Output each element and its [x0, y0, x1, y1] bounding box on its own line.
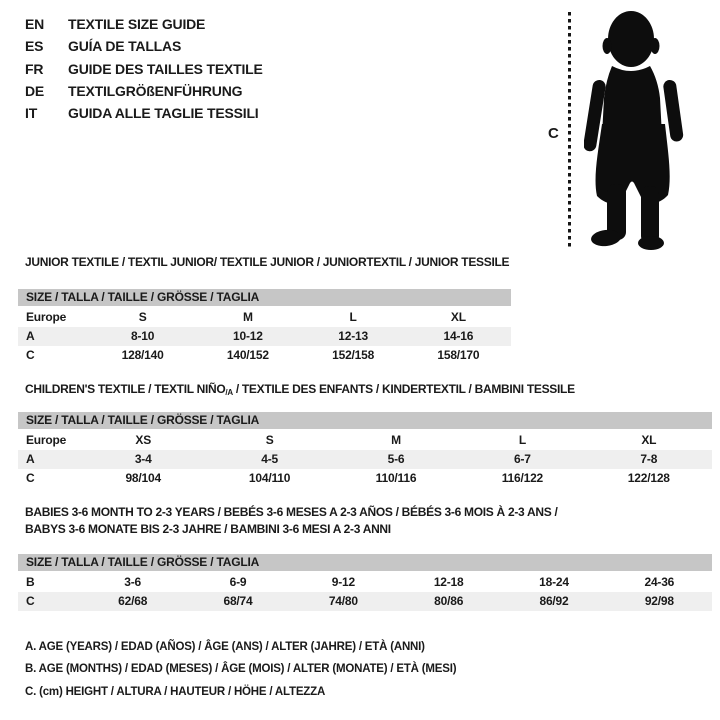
size-table-junior	[18, 289, 511, 365]
table-row	[18, 469, 712, 488]
title-line: BABIES 3-6 MONTH TO 2-3 YEARS / BEBÉS 3-6 MESES A 2-3 AÑOS / BÉBÉS 3-6 MOIS À 2-3 ANS /	[25, 505, 558, 519]
size-cell: 128/140	[121, 348, 164, 362]
size-cell: 14-16	[443, 329, 474, 343]
language-label: GUIDA ALLE TAGLIE TESSILI	[68, 105, 259, 122]
size-table-children	[18, 412, 712, 488]
size-cell: 110/116	[375, 471, 417, 485]
size-cell: S	[138, 310, 147, 324]
language-row-en	[25, 13, 263, 35]
size-cell: 62/68	[118, 594, 148, 608]
table-row	[18, 308, 511, 327]
size-header-bar: SIZE / TALLA / TAILLE / GRÖSSE / TAGLIA	[18, 412, 712, 429]
size-cell: XL	[450, 310, 466, 324]
size-header-bar: SIZE / TALLA / TAILLE / GRÖSSE / TAGLIA	[18, 289, 511, 306]
size-cell: 158/170	[437, 348, 480, 362]
row-label: B	[26, 575, 35, 589]
row-label: C	[26, 594, 35, 608]
size-cell: 12-18	[433, 575, 464, 589]
size-cell: 18-24	[539, 575, 569, 589]
table-row	[18, 573, 712, 592]
size-cell: 3-6	[124, 575, 142, 589]
size-cell: S	[265, 433, 274, 447]
section-title-junior: JUNIOR TEXTILE / TEXTIL JUNIOR/ TEXTILE JUNIOR / JUNIORTEXTIL / JUNIOR TESSILE	[25, 255, 510, 269]
size-cell: M	[391, 433, 401, 447]
toddler-silhouette-icon	[584, 6, 686, 250]
table-row	[18, 592, 712, 611]
row-label: Europe	[26, 310, 67, 324]
table-row	[18, 327, 511, 346]
row-label: Europe	[26, 433, 67, 447]
size-cell: 104/110	[248, 471, 291, 485]
language-row-de	[25, 80, 263, 102]
size-cell: L	[518, 433, 526, 447]
size-cell: 4-5	[261, 452, 278, 466]
table-row	[18, 431, 712, 450]
table-row	[18, 450, 712, 469]
language-label: GUIDE DES TAILLES TEXTILE	[68, 60, 263, 77]
language-label: TEXTILGRÖßENFÜHRUNG	[68, 82, 243, 99]
size-cell: 74/80	[328, 594, 358, 608]
title-line: BABYS 3-6 MONATE BIS 2-3 JAHRE / BAMBINI 3-6 MESI A 2-3 ANNI	[25, 522, 391, 536]
size-cell: 86/92	[539, 594, 569, 608]
note-b: B. AGE (MONTHS) / EDAD (MESES) / ÂGE (MOIS) / ALTER (MONATE) / ETÀ (MESI)	[25, 663, 457, 676]
size-cell: 92/98	[644, 594, 674, 608]
size-cell: 10-12	[233, 329, 263, 343]
size-cell: L	[349, 310, 357, 324]
language-row-it	[25, 102, 263, 124]
size-cell: 116/122	[501, 471, 544, 485]
legend-notes	[25, 636, 456, 703]
table-row	[18, 346, 511, 365]
size-cell: 80/86	[434, 594, 464, 608]
language-row-es	[25, 35, 263, 57]
size-cell: 152/158	[332, 348, 375, 362]
title-part: CHILDREN'S TEXTILE / TEXTIL NIÑO	[25, 382, 226, 396]
language-label: GUÍA DE TALLAS	[68, 38, 182, 55]
size-cell: 8-10	[131, 329, 155, 343]
size-cell: XS	[135, 433, 151, 447]
size-cell: 98/104	[125, 471, 161, 485]
language-label: TEXTILE SIZE GUIDE	[68, 16, 206, 32]
row-label: A	[26, 329, 35, 343]
height-dashed-line	[568, 12, 571, 250]
size-cell: 6-7	[514, 452, 531, 466]
size-cell: 3-4	[134, 452, 152, 466]
size-cell: 68/74	[223, 594, 253, 608]
height-marker-label: C	[548, 125, 559, 142]
language-row-fr	[25, 58, 263, 80]
language-list	[25, 13, 263, 124]
size-cell: 6-9	[229, 575, 247, 589]
size-cell: 24-36	[644, 575, 675, 589]
title-subscript: /A	[225, 388, 233, 397]
size-cell: 7-8	[640, 452, 658, 466]
row-label: A	[26, 452, 35, 466]
language-code: IT	[25, 105, 38, 122]
language-code: FR	[25, 60, 44, 77]
note-a: A. AGE (YEARS) / EDAD (AÑOS) / ÂGE (ANS) / ALTER (JAHRE) / ETÀ (ANNI)	[25, 641, 425, 653]
size-cell: 122/128	[627, 471, 670, 485]
language-code: DE	[25, 82, 45, 99]
size-cell: M	[242, 310, 253, 324]
language-code: ES	[25, 38, 44, 55]
size-cell: 5-6	[387, 452, 405, 466]
language-code: EN	[25, 16, 45, 32]
row-label: C	[26, 471, 35, 485]
size-cell: 12-13	[338, 329, 368, 343]
size-cell: 140/152	[226, 348, 269, 362]
size-header-bar: SIZE / TALLA / TAILLE / GRÖSSE / TAGLIA	[18, 554, 712, 571]
section-title-children	[25, 382, 575, 400]
size-cell: XL	[641, 433, 657, 447]
section-title-babies	[25, 504, 557, 538]
size-cell: 9-12	[331, 575, 355, 589]
size-table-babies	[18, 554, 712, 611]
row-label: C	[26, 348, 35, 362]
note-c: C. (cm) HEIGHT / ALTURA / HAUTEUR / HÖHE / ALTEZZA	[25, 685, 326, 698]
title-part: / TEXTILE DES ENFANTS / KINDERTEXTIL / BAMBINI TESSILE	[232, 382, 575, 396]
